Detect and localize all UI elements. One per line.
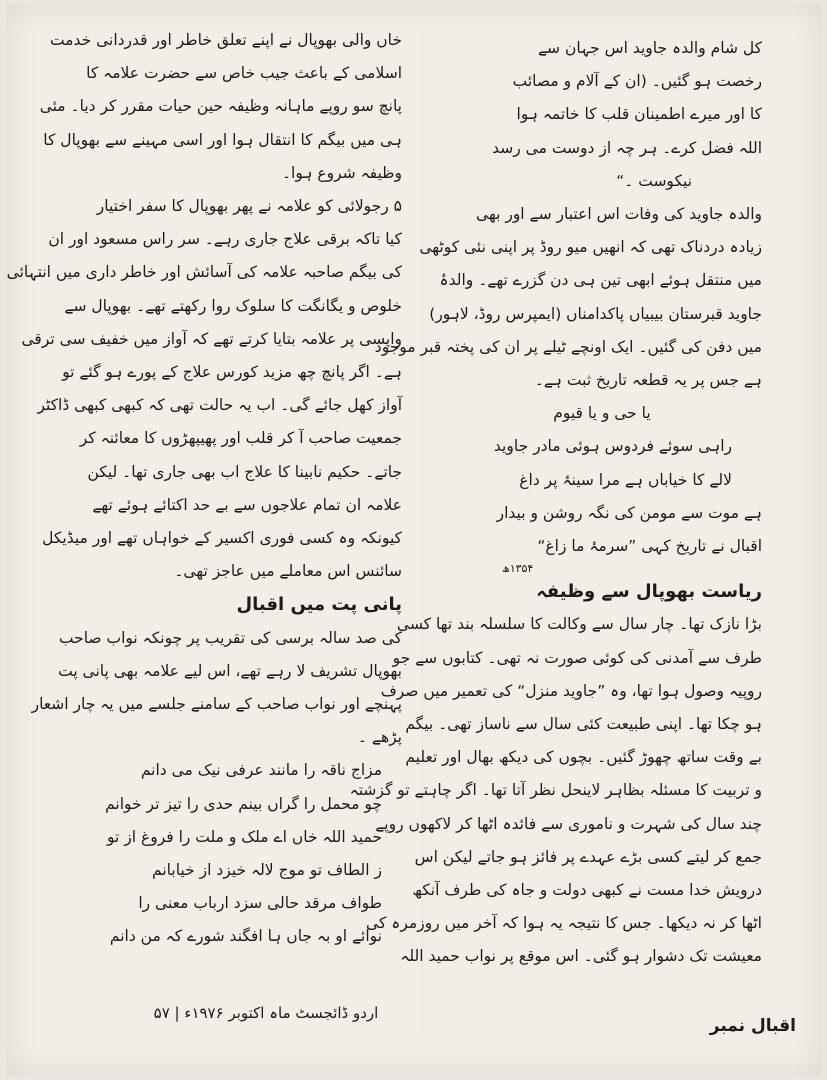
verse-block [442, 397, 762, 575]
text-line: ہے جس پر یہ قطعہ تاریخ ثبت ہے۔ [534, 371, 762, 390]
text-line: جمع کر لیتے کسی بڑے عہدے پر فائز ہو جاتے لیکن اس [414, 847, 762, 866]
text-line: بے وقت ساتھ چھوڑ گئیں۔ بچوں کی دیکھ بھال اور تعلیم [405, 748, 762, 767]
text-line: اٹھا کر نہ دیکھا۔ جس کا نتیجہ یہ ہوا کہ آخر میں روزمرہ کی [366, 914, 762, 933]
text-line: علامہ ان تمام علاجوں سے بے حد اکتائے ہوئے تھے [92, 495, 402, 514]
text-line: سائنس اس معاملے میں عاجز تھی۔ [174, 562, 402, 581]
text-line: وظیفہ شروع ہوا۔ [281, 163, 402, 182]
text-line: جمعیت صاحب آ کر قلب اور پھیپھڑوں کا معائنہ کر [79, 429, 402, 448]
source-reference: اردو ڈائجسٹ ماہ اکتوبر ۱۹۷۶ء | ۵۷ [153, 1004, 379, 1022]
text-line: اللہ فضل کرے۔ ہر چہ از دوست می رسد [492, 138, 762, 157]
verse-line: لالے کا خیاباں ہے مرا سینۂ پر داغ [519, 470, 732, 489]
paragraph [6, 190, 402, 588]
verse-line: مزاج ناقہ را مانند عرفی نیک می دانم [140, 761, 382, 780]
verse-line: راہی سوئے فردوس ہوئی مادر جاوید [493, 437, 732, 456]
text-line: ہے۔ اگر پانچ چھ مزید کورس علاج کے پورے ہو گئے تو [62, 363, 402, 382]
section-panipat [31, 588, 402, 754]
text-line: خاں والی بھوپال نے اپنے تعلق خاطر اور قدردانی خدمت [49, 31, 402, 49]
text-line: معیشت تک دشوار ہو گئی۔ اس موقع پر نواب حمید اللہ [400, 947, 762, 966]
text-line: کا اور میرے اطمینان قلب کا خاتمہ ہوا [516, 105, 762, 124]
text-line: ہو چکا تھا۔ اپنی طبیعت کئی سال سے ناساز تھی۔ بیگم [405, 715, 762, 734]
text-line: ۵ رجولائی کو علامہ نے پھر بھوپال کا سفر اختیار [96, 197, 402, 216]
text-line: کی صد سالہ برسی کی تقریب پر چونکہ نواب صاحب [58, 628, 402, 647]
verse-line: ز الطاف تو موج لالہ خیزد از خیابانم [152, 861, 382, 880]
text-line: کل شام والدہ جاوید اس جہان سے [537, 39, 762, 57]
verse-title: یا حی و یا قیوم [553, 404, 651, 423]
verse-line: اقبال نے تاریخ کہی ”سرمۂ ما زاغ“ [537, 537, 762, 556]
verse-line: ہے موت سے مومن کی نگہ روشن و بیدار [496, 503, 762, 522]
paragraph [374, 198, 762, 397]
text-line: پانچ سو روپے ماہانہ وظیفہ حین حیات مقرر کر دیا۔ مئی [39, 97, 402, 116]
text-line: زیادہ دردناک تھی کہ انھیں میو روڈ پر اپنی نئی کوٹھی [419, 238, 762, 257]
magazine-label: اقبال نمبر [709, 1016, 796, 1036]
text-line: آواز کھل جائے گی۔ اب یہ حالت تھی کہ کبھی کبھی ڈاکٹر [37, 396, 402, 415]
text-line: و تربیت کا مسئلہ بظاہر لاینحل نظر آتا تھا۔ اگر چاہتے تو گزشتہ [349, 781, 762, 800]
paragraph [39, 24, 402, 190]
left-column [6, 24, 402, 954]
text-line: جاتے۔ حکیم نابینا کا علاج اب بھی جاری تھا۔ لیکن [87, 462, 402, 481]
document-page [6, 4, 821, 1076]
text-line: طرف سے آمدنی کی کوئی صورت نہ تھی۔ کتابوں سے جو [392, 648, 762, 667]
text-line: میں دفن کی گئیں۔ ایک اونچے ٹیلے پر ان کی پختہ قبر موجود [374, 337, 762, 356]
text-line: پہنچے اور نواب صاحب کے سامنے جلسے میں یہ چار اشعار [31, 695, 402, 714]
intro-paragraph [442, 32, 762, 198]
text-line: کیا تاکہ برقی علاج جاری رہے۔ سر راس مسعود اور ان [48, 230, 402, 249]
text-line: کیونکہ وہ کسی فوری اکسیر کے خواہاں تھے اور میڈیکل [42, 529, 402, 548]
text-line: بڑا نازک تھا۔ چار سال سے وکالت کا سلسلہ بند تھا کسی [396, 615, 762, 634]
text-line: درویش خدا مست نے کبھی دولت و جاہ کی طرف آنکھ [412, 881, 762, 900]
verse-line: چو محمل را گراں بینم حدی را تیز تر خوانم [105, 794, 382, 813]
text-line: رخصت ہو گئیں۔ (ان کے آلام و مصائب [512, 72, 762, 91]
text-line: بھوپال تشریف لا رہے تھے، اس لیے علامہ بھی پانی پت [58, 661, 402, 680]
verse-year: ۱۳۵۴ھ [502, 562, 534, 576]
text-line: روپیہ وصول ہوا تھا، وہ ”جاوید منزل“ کی تعمیر میں صرف [380, 681, 762, 700]
text-line: ہی میں بیگم کا انتقال ہوا اور اسی مہینے سے بھوپال کا [43, 130, 402, 149]
text-line: خلوص و یگانگت کا سلوک روا رکھتے تھے۔ بھوپال سے [64, 296, 402, 315]
text-line: کی بیگم صاحبہ علامہ کی آسائش اور خاطر داری میں انتہائی [6, 263, 402, 282]
text-line: نیکوست ۔“ [616, 171, 692, 190]
section-heading: ریاست بھوپال سے وظیفہ [536, 581, 762, 603]
text-line: چند سال کی شہرت و ناموری سے فائدہ اٹھا کر لاکھوں روپے [375, 814, 762, 833]
verse-line: حمید اللہ خاں اے ملک و ملت را فروغ از تو [107, 827, 382, 846]
text-line: میں منتقل ہوئے ابھی تین ہی دن گزرے تھے۔ والدۂ [439, 271, 762, 290]
verse-line: طواف مرقد حالی سزد ارباب معنی را [138, 894, 382, 913]
text-line: اسلامی کے باعث جیب خاص سے حضرت علامہ کا [86, 64, 402, 83]
text-line: والدہ جاوید کی وفات اس اعتبار سے اور بھی [476, 205, 762, 224]
verse-line: نوائے او بہ جاں ہا افگند شورے کہ من دانم [109, 927, 382, 946]
text-line: جاوید قبرستان بیبیاں پاکدامناں (ایمپرس روڈ، لاہور) [429, 304, 762, 323]
text-line: واپسی پر علامہ بتایا کرتے تھے کہ آواز میں خفیف سی ترقی [21, 329, 402, 348]
verse-block [84, 754, 402, 953]
section-heading: پانی پت میں اقبال [236, 594, 402, 616]
text-line: پڑھے ۔ [357, 728, 402, 747]
